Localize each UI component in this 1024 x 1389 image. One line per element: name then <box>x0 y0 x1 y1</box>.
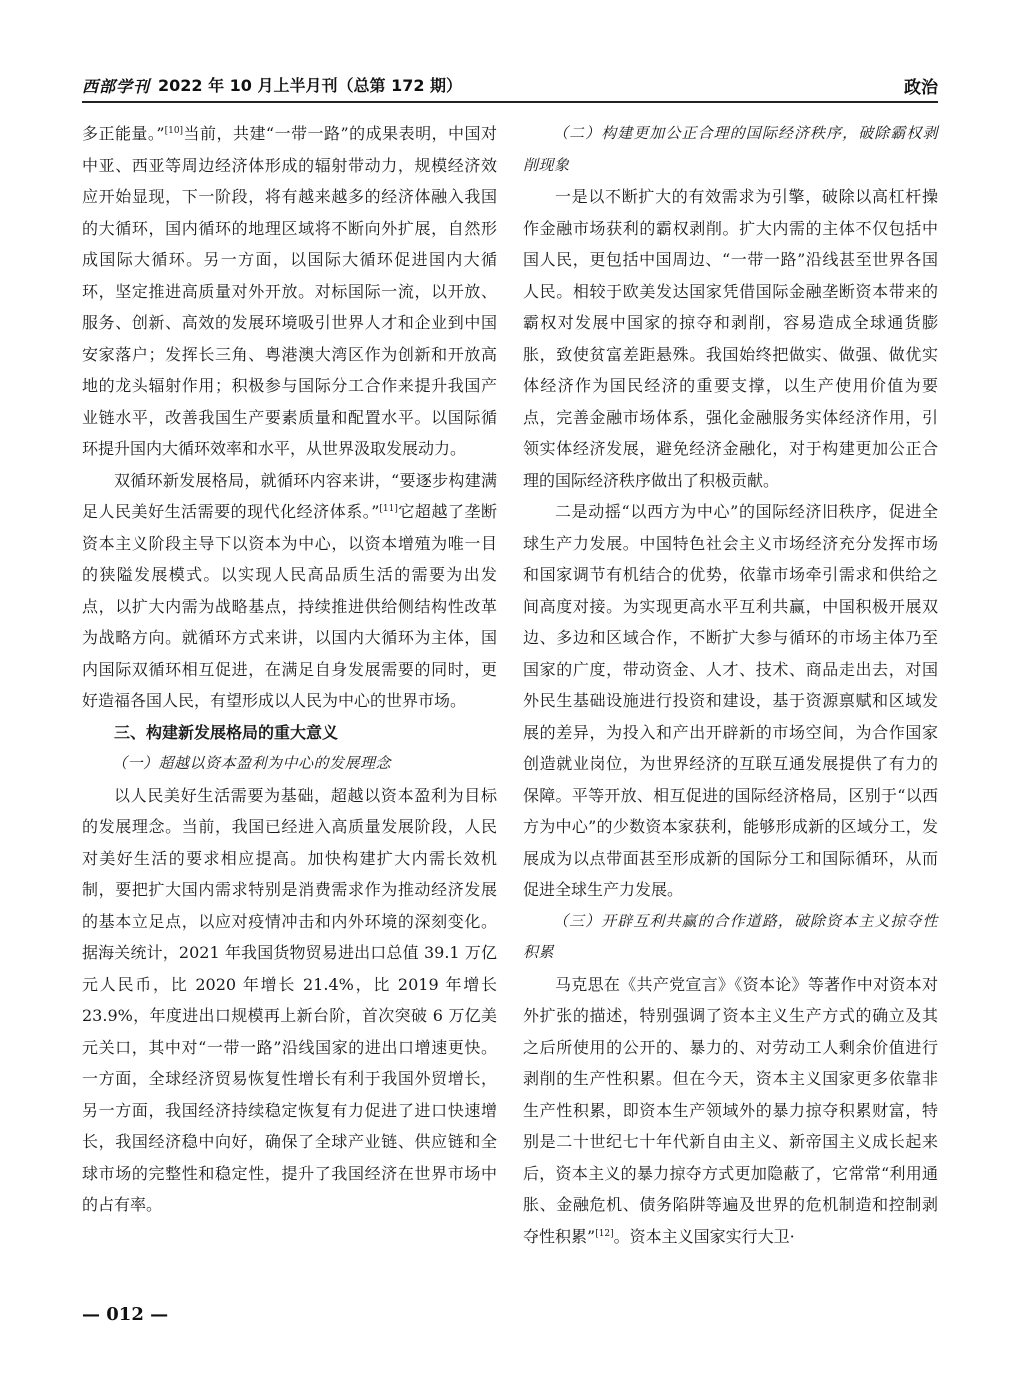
section-name: 政治 <box>904 78 938 98</box>
section-heading: 三、构建新发展格局的重大意义 <box>114 722 339 742</box>
left-column <box>82 118 497 1221</box>
right-column <box>523 118 938 1252</box>
paragraph: 多正能量。”[10]当前，共建“一带一路”的成果表明，中国对中亚、西亚等周边经济体形成的辐射带动力，规模经济效应开始显现，下一阶段，将有越来越多的经济体融入我国的大循环，国内循环的地理区域将不断向外扩展，自然形成国际大循环。另一方面，以国际大循环促进国内大循环，坚定推进高质量对外开放。对标国际一流，以开放、服务、创新、高效的发展环境吸引世界人才和企业到中国安家落户；发挥长三角、粤港澳大湾区作为创新和开放高地的龙头辐射作用；积极参与国际分工合作来提升我国产业链水平，改善我国生产要素质量和配置水平。以国际循环提升国内大循环效率和水平，从世界汲取发展动力。 <box>82 124 497 458</box>
journal-logo: 西部学刊 <box>82 77 151 96</box>
subsection-heading: （二）构建更加公正合理的国际经济秩序，破除霸权剥削现象 <box>523 124 938 174</box>
paragraph: 二是动摇“以西方为中心”的国际经济旧秩序，促进全球生产力发展。中国特色社会主义市场经济充分发挥市场和国家调节有机结合的优势，依靠市场牵引需求和供给之间高度对接。为实现更高水平互利共赢，中国积极开展双边、多边和区域合作，不断扩大参与循环的市场主体乃至国家的广度，带动资金、人才、技术、商品走出去，对国外民生基础设施进行投资和建设，基于资源禀赋和区域发展的差异，为投入和产出开辟新的市场空间，为合作国家创造就业岗位，为世界经济的互联互通发展提供了有力的保障。平等开放、相互促进的国际经济格局，区别于“以西方为中心”的少数资本家获利，能够形成新的区域分工，发展成为以点带面甚至形成新的国际分工和国际循环，从而促进全球生产力发展。 <box>523 502 938 899</box>
subsection-heading: （三）开辟互利共赢的合作道路，破除资本主义掠夺性积累 <box>523 911 938 961</box>
paragraph: 以人民美好生活需要为基础，超越以资本盈利为目标的发展理念。当前，我国已经进入高质量发展阶段，人民对美好生活的要求相应提高。加快构建扩大内需长效机制，要把扩大国内需求特别是消费需求作为推动经济发展的基本立足点，以应对疫情冲击和内外环境的深刻变化。据海关统计，2021 年我国货物贸易进出口总值 39.1 万亿元人民币，比 2020 年增长 21.4%，比 2019 年增长 23.9%，年度进出口规模再上新台阶，首次突破 6 万亿美元关口，其中对“一带一路”沿线国家的进出口增速更快。一方面，全球经济贸易恢复性增长有利于我国外贸增长，另一方面，我国经济持续稳定恢复有力促进了进口快速增长，我国经济稳中向好，确保了全球产业链、供应链和全球市场的完整性和稳定性，提升了我国经济在世界市场中的占有率。 <box>82 785 497 1214</box>
paragraph: 马克思在《共产党宣言》《资本论》等著作中对资本对外扩张的描述，特别强调了资本主义生产方式的确立及其之后所使用的公开的、暴力的、对劳动工人剩余价值进行剥削的生产性积累。但在今天，资本主义国家更多依靠非生产性积累，即资本生产领域外的暴力掠夺积累财富，特别是二十世纪七十年代新自由主义、新帝国主义成长起来后，资本主义的暴力掠夺方式更加隐蔽了，它常常“利用通胀、金融危机、债务陷阱等遍及世界的危机制造和控制剥夺性积累”[12]。资本主义国家实行大卫· <box>523 974 938 1246</box>
subsection-heading: （一）超越以资本盈利为中心的发展理念 <box>112 754 392 772</box>
citation-ref: [12] <box>595 1228 614 1239</box>
paragraph: 一是以不断扩大的有效需求为引擎，破除以高杠杆操作金融市场获利的霸权剥削。扩大内需的主体不仅包括中国人民，更包括中国周边、“一带一路”沿线甚至世界各国人民。相较于欧美发达国家凭借国际金融垄断资本带来的霸权对发展中国家的掠夺和剥削，容易造成全球通货膨胀，致使贫富差距悬殊。我国始终把做实、做强、做优实体经济作为国民经济的重要支撑，以生产使用价值为要点，完善金融市场体系，强化金融服务实体经济作用，引领实体经济发展，避免经济金融化，对于构建更加公正合理的国际经济秩序做出了积极贡献。 <box>523 187 938 490</box>
page-number: — 012 — <box>82 1304 169 1325</box>
paragraph: 双循环新发展格局，就循环内容来讲，“要逐步构建满足人民美好生活需要的现代化经济体系。”[11]它超越了垄断资本主义阶段主导下以资本为中心，以资本增殖为唯一目的狭隘发展模式。以实现人民高品质生活的需要为出发点，以扩大内需为战略基点，持续推进供给侧结构性改革为战略方向。就循环方式来讲，以国内大循环为主体，国内国际双循环相互促进，在满足自身发展需要的同时，更好造福各国人民，有望形成以人民为中心的世界市场。 <box>82 470 497 710</box>
journal-issue: 2022 年 10 月上半月刊（总第 172 期） <box>158 76 463 95</box>
header-rule <box>82 101 938 103</box>
running-header <box>82 70 938 104</box>
citation-ref: [10] <box>164 126 184 136</box>
citation-ref: [11] <box>379 504 398 514</box>
